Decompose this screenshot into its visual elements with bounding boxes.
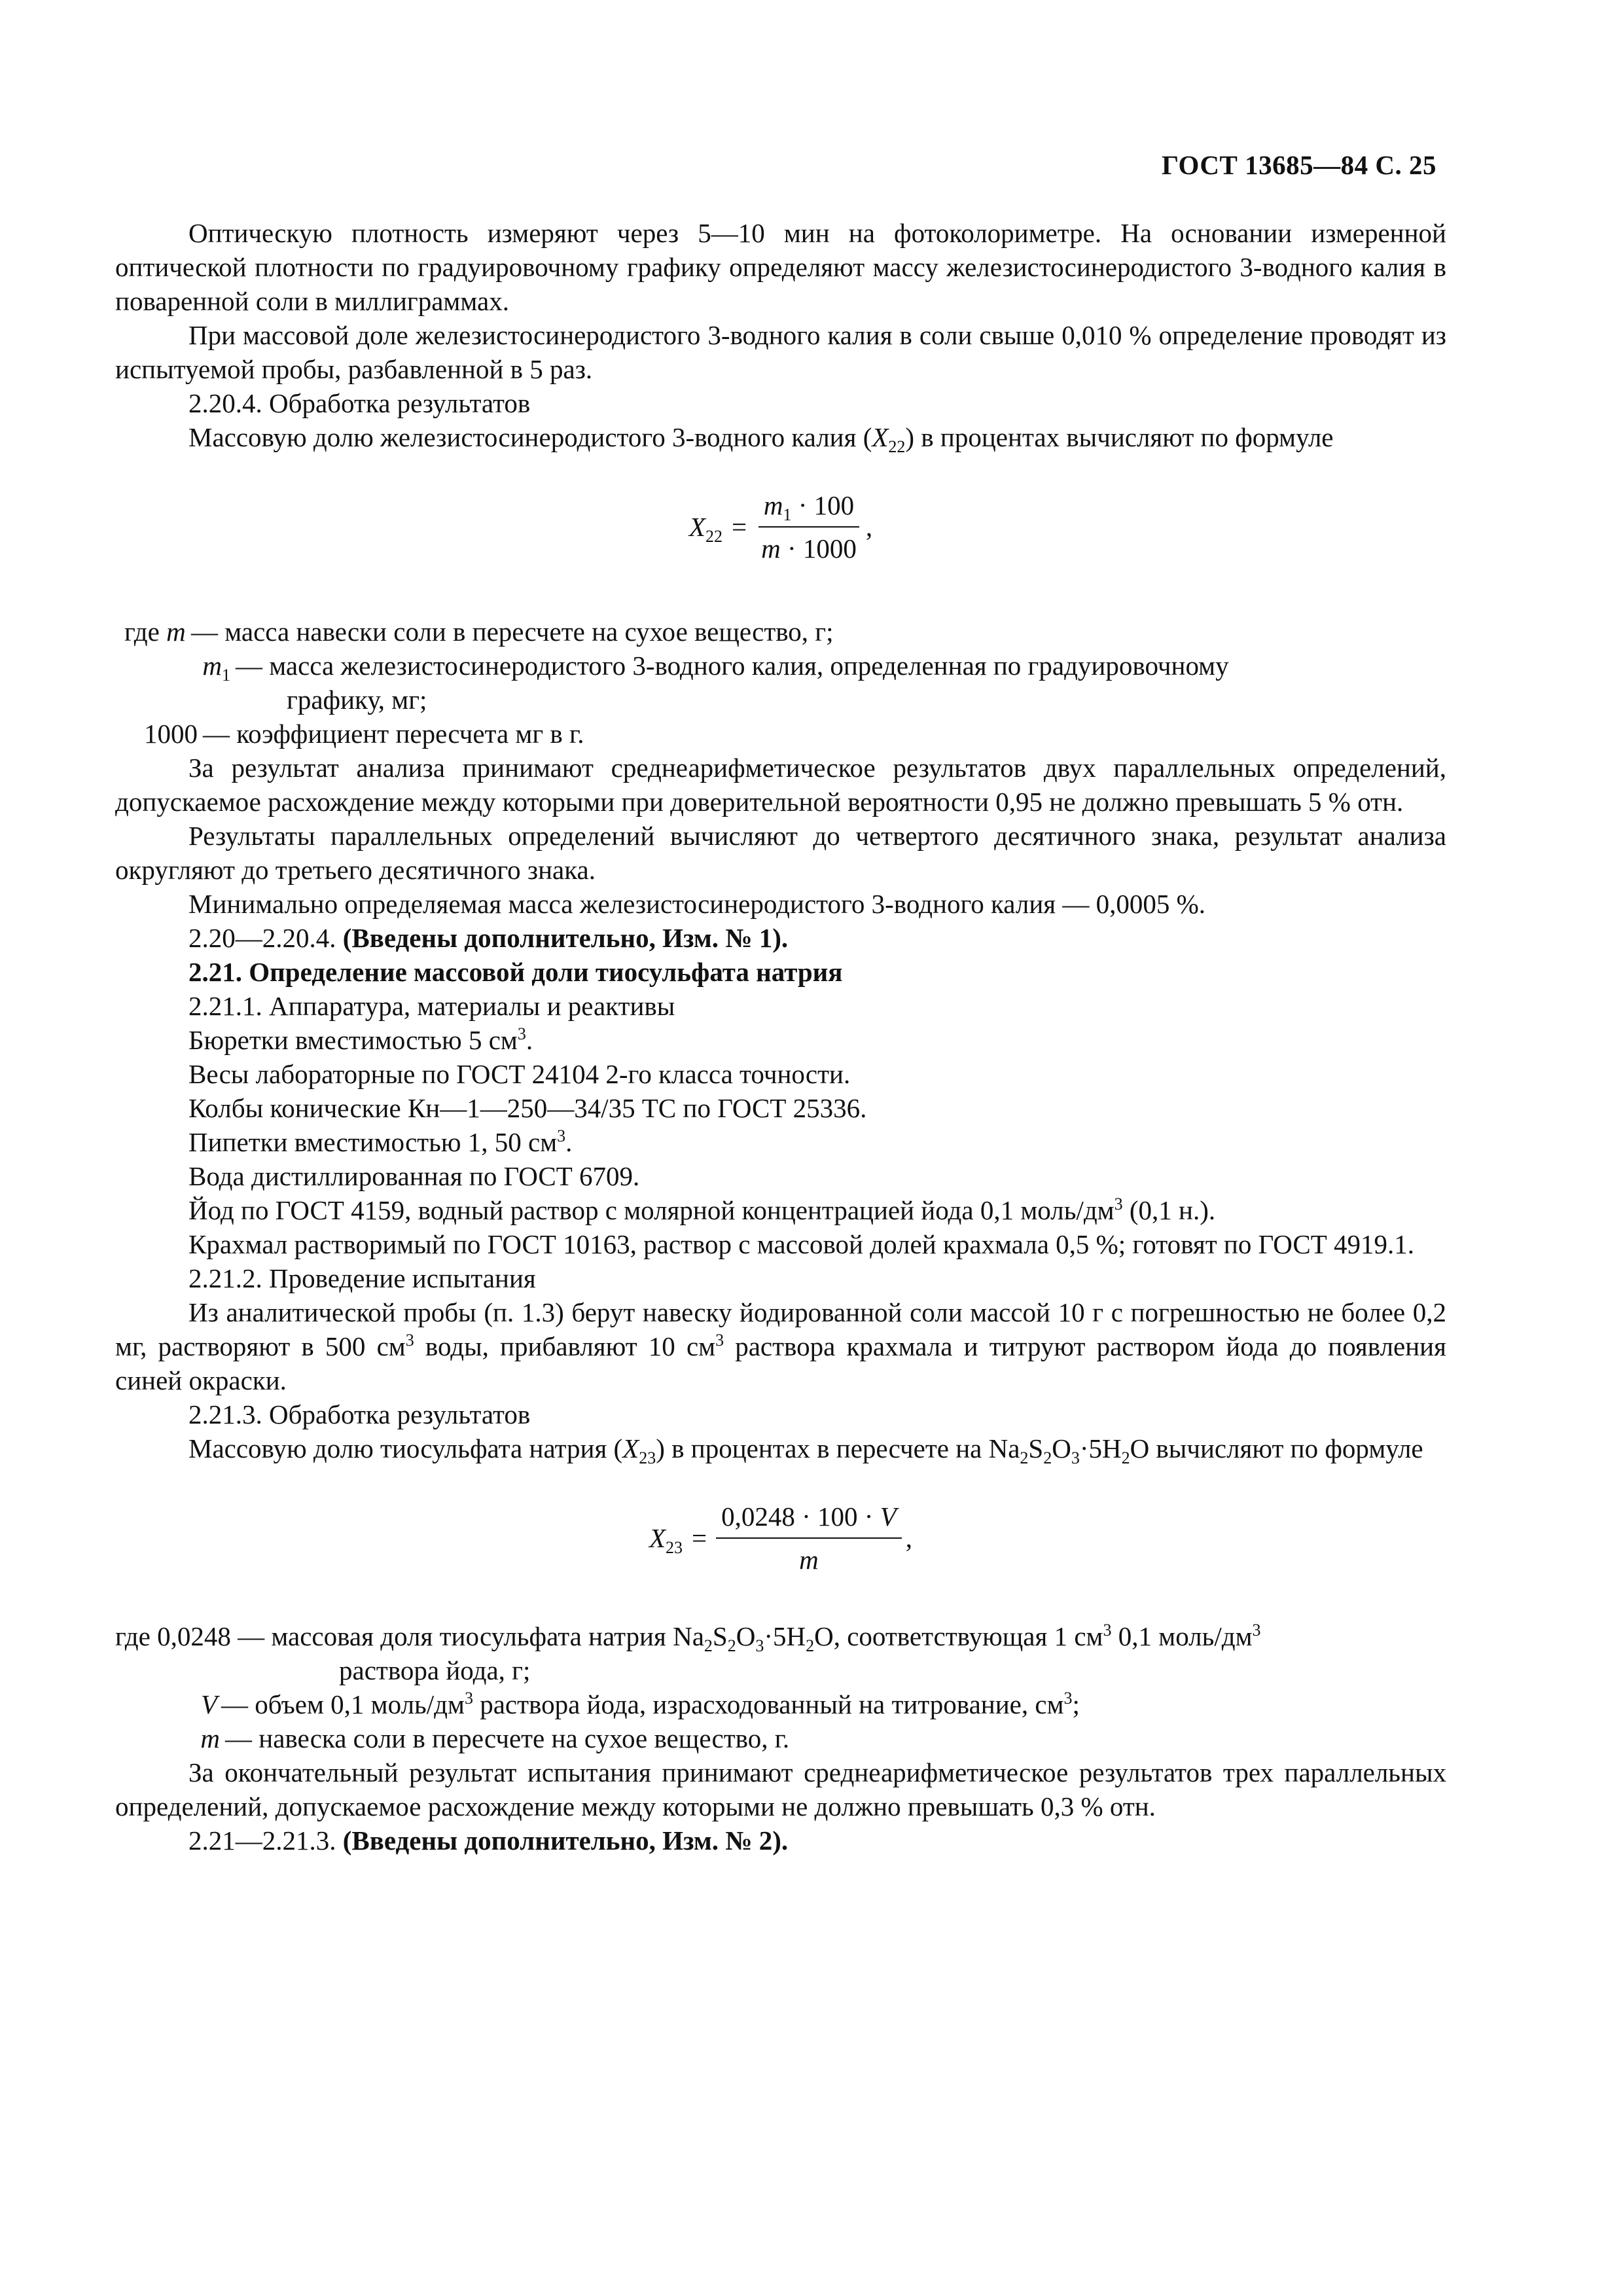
paragraph: При массовой доле железистосинеродистого 3-водного калия в соли свыше 0,010 % определение проводят из испытуемой пробы, разбавленной в 5 раз. [115, 320, 1446, 384]
paragraph: Массовую долю железистосинеродистого 3-водного калия $(X_{22})$ в процентах вычисляют по формуле [188, 422, 1334, 456]
denominator: m [799, 1544, 819, 1575]
formula-legend [115, 615, 1446, 751]
paragraph: Оптическую плотность измеряют через 5—10 мин на фотоколориметре. На основании измеренной оптической плотности по градуировочному графику определяют массу железистосинеродистого 3-водного калия в поваренной соли в миллиграммах. [115, 218, 1446, 316]
legend-continuation: графику, мг; [287, 685, 427, 715]
paragraph: Колбы конические Кн—1—250—34/35 ТС по ГОСТ 25336. [188, 1093, 867, 1123]
fraction [716, 1499, 902, 1577]
legend-item: где 0,0248 — массовая доля тиосульфата натрия $Na_2S_2O_3\cdot 5H_2O$, соответствующая 1 $см^3$ 0,1 моль/$дм^3$ [115, 1621, 1261, 1655]
subsection-heading: 2.21.2. Проведение испытания [188, 1263, 536, 1293]
legend-item: V — объем 0,1 моль/$дм^3$ раствора йода, израсходованный на титрование, $см^3$; [200, 1689, 1080, 1719]
numerator: $m_1 \cdot 100$ [758, 488, 859, 528]
formula-lhs: $X_{22}$ [688, 511, 722, 546]
document-body [115, 216, 1446, 1857]
equals-sign: = [692, 1522, 707, 1553]
paragraph: Йод по ГОСТ 4159, водный раствор с молярной концентрацией йода 0,1 моль/$дм^3$ (0,1 н.). [188, 1194, 1216, 1225]
legend-item: где m — масса навески соли в пересчете на сухое вещество, г; [124, 617, 834, 647]
paragraph: Крахмал растворимый по ГОСТ 10163, раствор с массовой долей крахмала 0,5 %; готовят по ГОСТ 4919.1. [188, 1229, 1415, 1259]
subsection-heading: 2.21.3. Обработка результатов [188, 1399, 531, 1429]
subsection-heading: 2.21.1. Аппаратура, материалы и реактивы [188, 991, 675, 1021]
amendment-note: 2.21—2.21.3. (Введены дополнительно, Изм. № 2). [188, 1825, 789, 1856]
numerator: 0,0248 · 100 · V [716, 1499, 902, 1539]
paragraph: Минимально определяемая масса железистосинеродистого 3-водного калия — 0,0005 %. [188, 889, 1206, 919]
fraction [756, 488, 862, 565]
equals-sign: = [731, 511, 747, 542]
formula-x22: $X_{22}$ = $\frac{m_1 \cdot 100}{m \cdot 1000}$ , [115, 473, 1446, 581]
legend-item: m — навеска соли в пересчете на сухое вещество, г. [200, 1723, 790, 1753]
amendment-note: 2.20—2.20.4. (Введены дополнительно, Изм. № 1). [188, 923, 789, 953]
paragraph: Из аналитической пробы (п. 1.3) берут навеску йодированной соли массой 10 г с погрешностью не более 0,2 мг, растворяют в 500 $см^3$ воды, прибавляют 10 $см^3$ раствора крахмала и титруют раствором йода до появления синей окраски. [115, 1297, 1446, 1395]
legend-item: 1000 — коэффициент пересчета мг в г. [144, 719, 584, 749]
paragraph: Пипетки вместимостью 1, 50 $см^3$. [188, 1126, 573, 1157]
paragraph: Бюретки вместимостью 5 $см^3$. [188, 1024, 533, 1055]
paragraph: За окончательный результат испытания принимают среднеарифметическое результатов трех параллельных определений, допускаемое расхождение между которыми не должно превышать 0,3 % отн. [115, 1757, 1446, 1821]
paragraph: Вода дистиллированная по ГОСТ 6709. [188, 1161, 640, 1191]
formula-x23: $X_{23}$ = $\frac{0,0248 \cdot 100 \cdot V}{m}$ , [115, 1484, 1446, 1592]
paragraph: За результат анализа принимают среднеарифметическое результатов двух параллельных определений, допускаемое расхождение между которыми при доверительной вероятности 0,95 не должно превышать 5 % отн. [115, 753, 1446, 817]
legend-continuation: раствора йода, г; [339, 1655, 531, 1685]
subsection-heading: 2.20.4. Обработка результатов [188, 388, 531, 418]
formula-lhs: $X_{23}$ [649, 1522, 683, 1557]
paragraph: Массовую долю тиосульфата натрия $(X_{23})$ в процентах в пересчете на $Na_2S_2O_3\cdot 5H_2O$ вычисляют по формуле [188, 1433, 1423, 1467]
section-heading: 2.21. Определение массовой доли тиосульфата натрия [188, 957, 843, 987]
legend-item: $m_1$ — масса железистосинеродистого 3-водного калия, определенная по градуировочному [202, 651, 1229, 685]
running-header: ГОСТ 13685—84 С. 25 [1161, 150, 1436, 180]
paragraph: Результаты параллельных определений вычисляют до четвертого десятичного знака, результат анализа округляют до третьего десятичного знака. [115, 821, 1446, 885]
formula-legend [115, 1619, 1446, 1755]
paragraph: Весы лабораторные по ГОСТ 24104 2-го класса точности. [188, 1059, 851, 1089]
denominator: m · 1000 [761, 533, 857, 564]
